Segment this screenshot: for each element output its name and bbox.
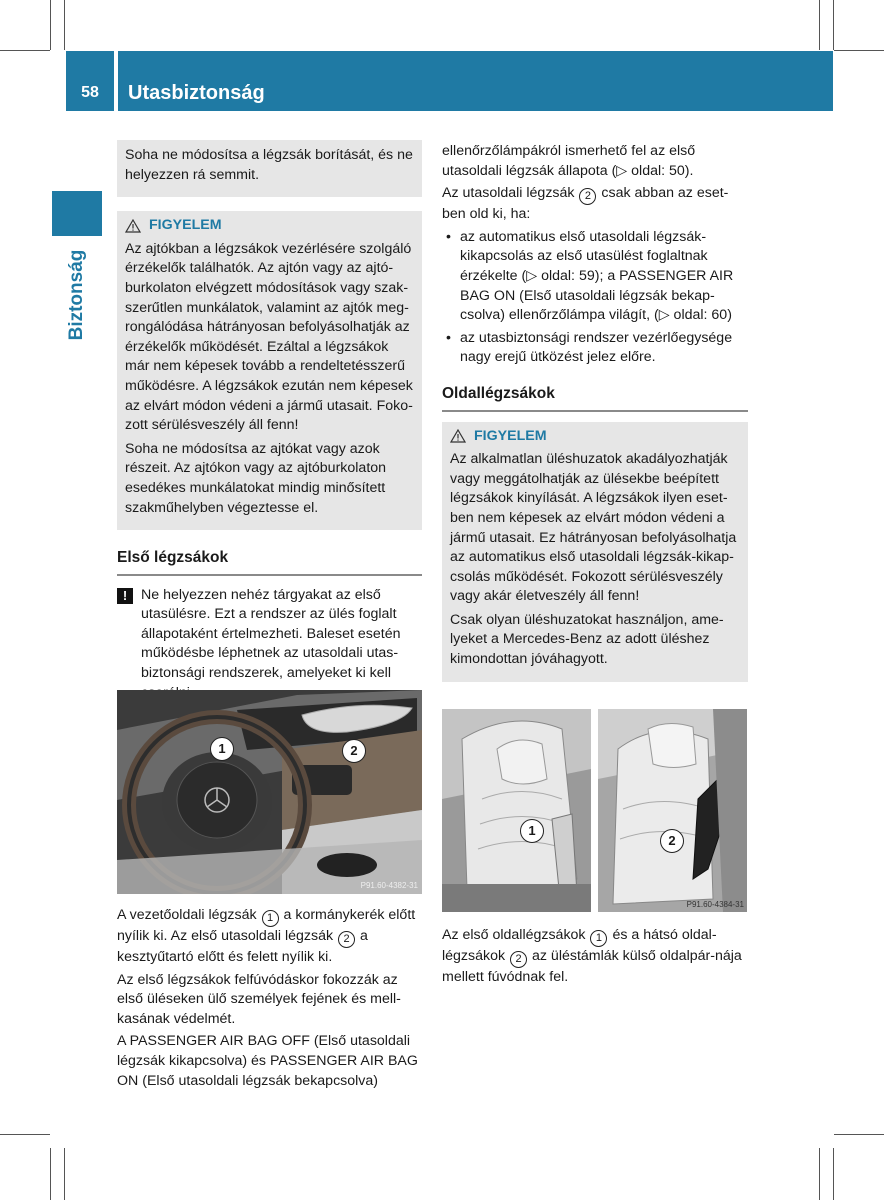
warning-paragraph: Az alkalmatlan üléshuzatok akadályozhatják vagy meggátolhatják az ülésekbe beépített légzsákok kinyílását. A légzsákok ilyen eset-ben nem képesek az elvárt módon védeni a jármű utasait. Ez hátrányosan befolyásolhatja az automatikus első utasoldali légzsák-kikap-csolás működését. Fokozott sérülésveszély vagy akár életveszély áll fenn! xyxy=(450,451,737,605)
left-column-lower xyxy=(117,906,427,1094)
callout-1: 1 xyxy=(210,737,234,761)
rear-seat-image xyxy=(598,709,747,912)
section-heading-front-airbags: Első légzsákok xyxy=(117,548,422,576)
crop-mark xyxy=(833,1148,834,1200)
crop-mark xyxy=(50,1148,51,1200)
paragraph-passenger: A PASSENGER AIR BAG OFF (Első utasoldali légzsák kikapcsolva) és PASSENGER AIR BAG ON (Első utasoldali légzsák bekapcsolva) xyxy=(117,1033,418,1089)
warning-box-doors xyxy=(117,211,422,530)
crop-mark xyxy=(64,1148,65,1200)
image-code: P91.60-4382-31 xyxy=(360,881,418,890)
list-item: • az automatikus első utasoldali légzsák-kikapcsolás az első utasülést foglaltnak érzékelte (▷ oldal: 59); a PASSENGER AIR BAG ON (Első utasoldali légzsák bekap-csolva) ellenőrzőlámpa világít, (▷ oldal: 60) xyxy=(446,228,734,324)
page-number: 58 xyxy=(81,84,99,101)
callout-ref-2: 2 xyxy=(338,931,355,948)
intro-box xyxy=(117,140,422,197)
right-column xyxy=(442,142,748,682)
exclamation-icon: ! xyxy=(117,588,133,604)
warning-paragraph: Csak olyan üléshuzatokat használjon, ame-lyeket a Mercedes-Benz az adott üléshez kimondottan jóváhagyott. xyxy=(450,611,724,668)
crop-mark xyxy=(0,50,50,51)
crop-mark xyxy=(0,1134,50,1135)
side-tab-label xyxy=(52,245,102,345)
damage-note xyxy=(117,586,422,704)
list-item: • az utasbiztonsági rendszer vezérlőegysége nagy erejű ütközést jelez előre. xyxy=(446,329,733,366)
crop-mark xyxy=(834,50,884,51)
left-column xyxy=(117,140,422,711)
page-number-box xyxy=(66,51,114,111)
paragraph-inflation: Az első légzsákok felfúvódáskor fokozzák az első üléseken ülő személyek fejének és mell-kasának védelmét. xyxy=(117,971,401,1027)
warning-paragraph: Soha ne módosítsa az ajtókat vagy azok részeit. Az ajtókon vagy az ajtóburkolaton esedékes munkálatokat mindig minősített szakműhelyben végeztesse el. xyxy=(125,440,387,516)
warning-triangle-icon xyxy=(450,429,466,443)
warning-triangle-icon xyxy=(125,219,141,233)
callout-1: 1 xyxy=(520,819,544,843)
section-heading-side-airbags: Oldallégzsákok xyxy=(442,384,748,412)
callout-ref-2: 2 xyxy=(510,951,527,968)
note-text: Ne helyezzen nehéz tárgyakat az első utasülésre. Ezt a rendszer az ülés foglalt állapotaként értelmezheti. Baleset esetén működésbe léphetnek az utasoldali utas-biztonsági rendszerek, amelyeket ki kell xyxy=(141,586,401,682)
side-tab-marker xyxy=(52,191,102,236)
rear-seat-illustration xyxy=(598,709,747,912)
warning-heading xyxy=(125,216,414,236)
front-seat-illustration xyxy=(442,709,591,912)
intro-text: Soha ne módosítsa a légzsák borítását, és ne helyezzen rá semmit. xyxy=(125,147,413,183)
callout-2: 2 xyxy=(342,739,366,763)
warning-heading xyxy=(450,427,740,447)
paragraph-deploy: Az utasoldali légzsák 2 csak abban az eset-ben old ki, ha: xyxy=(442,185,729,223)
side-tab-text: Biztonság xyxy=(66,249,87,341)
caption-side-airbags: Az első oldallégzsákok 1 és a hátsó oldal-légzsákok 2 az üléstámlák külső oldalpár-nája mellett fúvódnak fel. xyxy=(442,927,742,985)
front-seat-image xyxy=(442,709,591,912)
crop-mark xyxy=(819,0,820,50)
crop-mark xyxy=(819,1148,820,1200)
warning-paragraph: Az ajtókban a légzsákok vezérlésére szolgáló érzékelők találhatók. Az ajtón vagy az ajtó-burkolaton elvégzett módosítások vagy szak-szerűtlen munkálatok, valamint az ajtók meg-rongálódása hátrányosan befolyásolhatják az érzékelők működését. Ezáltal a légzsákok már nem képesek tovább a rendeltetésszerű működésre. A légzsákok ezután nem képesek az elvárt módon védeni a jármű utasait. Foko-zott sérülésveszély áll fenn! xyxy=(125,240,413,434)
crop-mark xyxy=(50,0,51,50)
warning-title: FIGYELEM xyxy=(149,217,222,234)
right-column-lower xyxy=(442,926,748,991)
caption-front-airbags: A vezetőoldali légzsák 1 a kormánykerék előtt nyílik ki. Az első utasoldali légzsák 2 a kesztyűtartó előtt és felett nyílik ki. xyxy=(117,907,416,965)
image-code: P91.60-4384-31 xyxy=(686,900,744,909)
page-title: Utasbiztonság xyxy=(128,82,265,104)
cockpit-illustration xyxy=(117,690,422,894)
callout-ref-1: 1 xyxy=(262,910,279,927)
crop-mark xyxy=(834,1134,884,1135)
warning-title: FIGYELEM xyxy=(474,427,547,444)
callout-ref-2: 2 xyxy=(579,188,596,205)
warning-box-seat-covers xyxy=(442,422,748,682)
paragraph-indicator: ellenőrzőlámpákról ismerhető fel az első utasoldali légzsák állapota (▷ oldal: 50). xyxy=(442,143,696,179)
callout-ref-1: 1 xyxy=(590,930,607,947)
crop-mark xyxy=(833,0,834,50)
cockpit-image xyxy=(117,690,422,894)
callout-2: 2 xyxy=(660,829,684,853)
crop-mark xyxy=(64,0,65,50)
